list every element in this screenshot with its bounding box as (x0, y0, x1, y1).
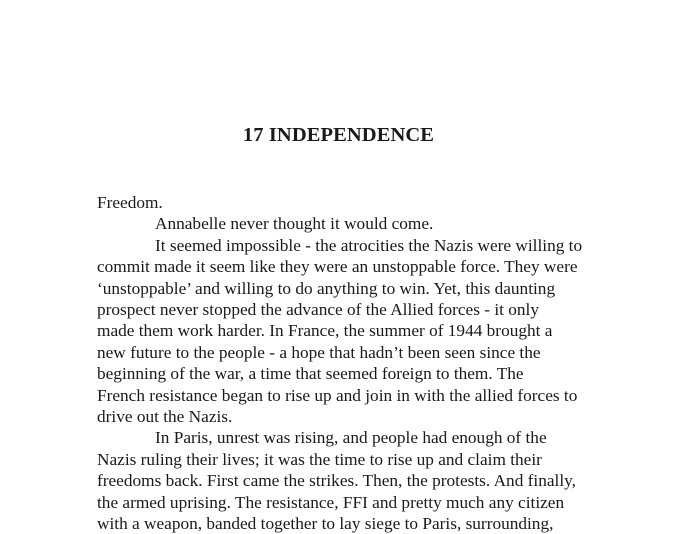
body-line: beginning of the war, a time that seemed foreign to them. The (97, 364, 524, 384)
chapter-body (97, 192, 627, 534)
body-line: prospect never stopped the advance of the Allied forces - it only (97, 300, 539, 320)
body-line: drive out the Nazis. (97, 407, 233, 427)
body-line: commit made it seem like they were an unstoppable force. They were (97, 257, 578, 277)
body-line: Nazis ruling their lives; it was the time to rise up and claim their (97, 449, 542, 469)
body-line: with a weapon, banded together to lay siege to Paris, surrounding, (97, 514, 554, 534)
body-line: Annabelle never thought it would come. (155, 214, 434, 234)
body-line: the armed uprising. The resistance, FFI and pretty much any citizen (97, 492, 565, 512)
body-line: It seemed impossible - the atrocities the Nazis were willing to (155, 235, 583, 255)
body-line: new future to the people - a hope that hadn’t been seen since the (97, 342, 541, 362)
chapter-title: 17 INDEPENDENCE (242, 124, 435, 146)
body-line: Freedom. (97, 193, 163, 212)
body-line: French resistance began to rise up and join in with the allied forces to (97, 385, 578, 405)
body-line: ‘unstoppable’ and willing to do anything to win. Yet, this daunting (97, 278, 556, 298)
body-line: made them work harder. In France, the summer of 1944 brought a (97, 321, 553, 341)
body-line: In Paris, unrest was rising, and people had enough of the (155, 428, 547, 448)
body-line: freedoms back. First came the strikes. Then, the protests. And finally, (97, 471, 576, 491)
